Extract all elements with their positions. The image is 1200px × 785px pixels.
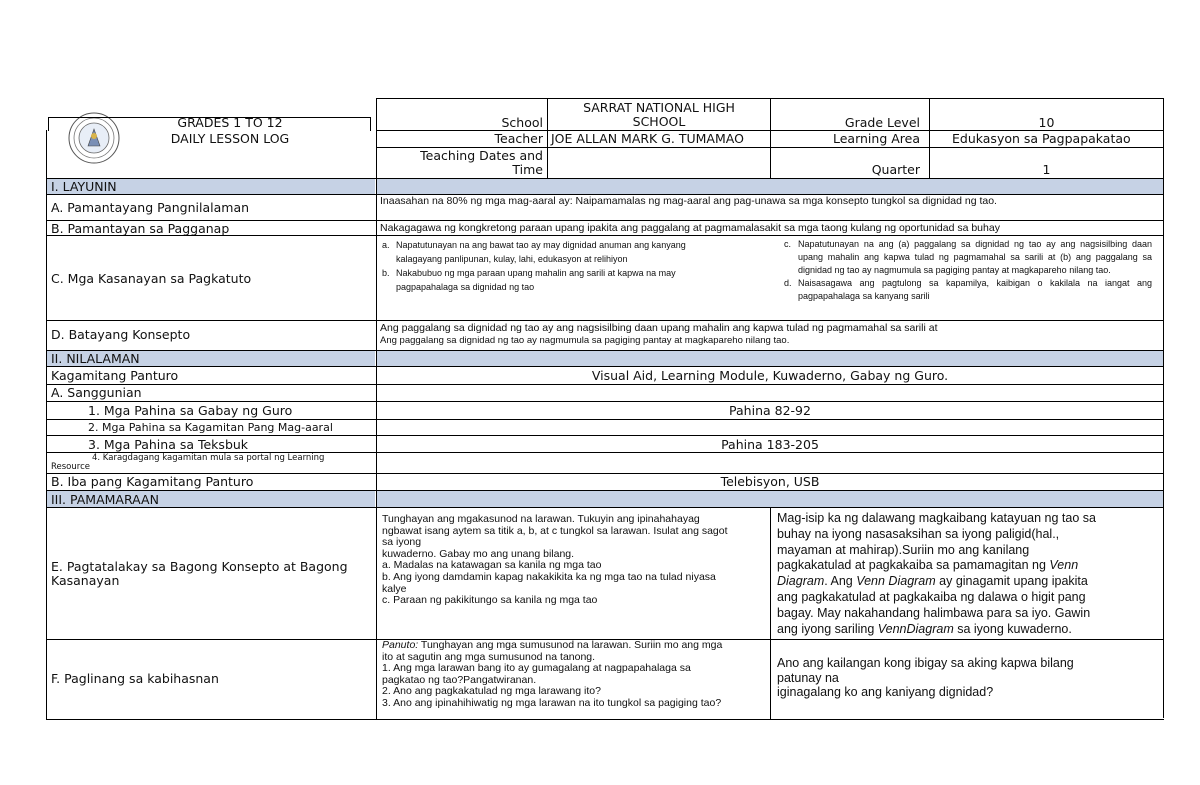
teacher-label: Teacher xyxy=(494,131,543,146)
row-f-label: F. Paglinang sa kabihasnan xyxy=(51,671,219,686)
row-f-right-text: Ano ang kailangan kong ibigay sa aking kapwa bilang patunay na iginagalang ko ang kaniyang dignidad? xyxy=(777,656,1074,699)
kagamitan-label: Kagamitang Panturo xyxy=(51,368,179,383)
portal-label-line1: 4. Karagdagang kagamitan mula sa portal ng Learning xyxy=(92,453,325,463)
section-nilalaman: II. NILALAMAN xyxy=(51,351,140,366)
objective-b: b. Nakabubuo ng mga paraan upang mahalin ang sarili at kapwa na may pagpapahalaga sa dignidad ng tao xyxy=(382,268,676,292)
learning-area-label: Learning Area xyxy=(832,131,920,146)
row-b-value: Nakagagawa ng kongkretong paraan upang ipakita ang paggalang at pagmamalasakit sa mga taong kulang ng oportunidad sa buhay xyxy=(380,222,1000,234)
iba-value: Telebisyon, USB xyxy=(720,474,820,489)
objective-a: a. Napatutunayan na ang bawat tao ay may dignidad anuman ang kanyang kalagayang panlipunan, kulay, lahi, edukasyon at relihiyon xyxy=(382,240,686,264)
school-value-line2: SCHOOL xyxy=(632,114,686,129)
iba-label: B. Iba pang Kagamitang Panturo xyxy=(51,474,254,489)
row-d-label: D. Batayang Konsepto xyxy=(51,327,191,342)
school-label: School xyxy=(501,115,543,130)
quarter-value: 1 xyxy=(1042,162,1051,177)
learning-area-value: Edukasyon sa Pagpapakatao xyxy=(952,131,1131,146)
row-e-label-line2: Kasanayan xyxy=(51,573,120,588)
log-title-line1: GRADES 1 TO 12 xyxy=(177,115,283,130)
grade-level-label: Grade Level xyxy=(844,115,920,130)
row-a-value: Inaasahan na 80% ng mga mag-aaral ay: Naipamamalas ng mag-aaral ang pag-unawa sa mga konsepto tungkol sa dignidad ng tao. xyxy=(380,195,997,207)
row-c-objectives-left xyxy=(382,238,712,294)
quarter-label: Quarter xyxy=(871,162,920,177)
kagamitan-mag-aaral-label: 2. Mga Pahina sa Kagamitan Pang Mag-aaral xyxy=(88,421,333,434)
row-a-label: A. Pamantayang Pangnilalaman xyxy=(51,200,250,215)
kagamitan-value: Visual Aid, Learning Module, Kuwaderno, Gabay ng Guro. xyxy=(591,368,949,383)
section-layunin: I. LAYUNIN xyxy=(51,179,117,194)
section-pamamaraan: III. PAMAMARAAN xyxy=(51,492,159,507)
gabay-label: 1. Mga Pahina sa Gabay ng Guro xyxy=(88,403,293,418)
row-e-right-text: Mag-isip ka ng dalawang magkaibang katayuan ng tao sa buhay na iyong nasasaksihan sa iyong paligid(hal., mayaman at mahirap).Suriin mo ang kanilang pagkakatulad at pagkakaiba sa pamamagitan ng Venn Diagram. Ang Venn Diagram ay ginagamit upang ipakita ang pagkakatulad at pagkakaiba ng dalawa o higit pang bagay. May nakahandang halimbawa para sa iyo. Gawin ang iyong sariling VennDiagram sa iyong kuwaderno. xyxy=(777,511,1096,636)
row-d-line2: Ang paggalang sa dignidad ng tao ay nagmumula sa pagiging pantay at magkapareho nilang tao. xyxy=(380,335,790,346)
row-c-label: C. Mga Kasanayan sa Pagkatuto xyxy=(51,271,252,286)
row-b-label: B. Pamantayan sa Pagganap xyxy=(51,221,230,236)
school-value-line1: SARRAT NATIONAL HIGH xyxy=(583,100,735,115)
sanggunian-label: A. Sanggunian xyxy=(51,385,142,400)
grade-level-value: 10 xyxy=(1038,115,1055,130)
teaching-dates-label-line2: Time xyxy=(512,162,543,177)
row-f-left-text: Panuto: Tunghayan ang mga sumusunod na larawan. Suriin mo ang mga ito at sagutin ang mga sumusunod na tanong. 1. Ang mga larawan bang ito ay gumagalang at nagpapahalaga sa pagkatao ng tao?Pangatwiranan. 2. Ano ang pagkakatulad ng mga larawang ito? 3. Ano ang ipinahihiwatig ng mga larawan na ito tungkol sa pagiging tao? xyxy=(382,639,723,709)
log-title-line2: DAILY LESSON LOG xyxy=(170,131,290,146)
row-e-left-text: Tunghayan ang mgakasunod na larawan. Tukuyin ang ipinahahayag ngbawat isang aytem sa titik a, b, at c tungkol sa larawan. Isulat ang sagot sa iyong kuwaderno. Gabay mo ang unang bilang. a. Madalas na katawagan sa kanila ng mga tao b. Ang iyong damdamin kapag nakakikita ka ng mga tao na tulad niyasa kalye c. Paraan ng pakikitungo sa kanila ng mga tao xyxy=(382,513,728,607)
teacher-value: JOE ALLAN MARK G. TUMAMAO xyxy=(551,131,744,146)
objective-c: c. Napatutunayan na ang (a) paggalang sa dignidad ng tao ay ang nagsisilbing daan upang mahalin ang kapwa tulad ng pagmamahal sa sarili at (b) ang paggalang sa dignidad ng tao ay nagmumula sa pagiging pantay at magkapareho nilang tao. xyxy=(784,239,1152,275)
row-d-line1: Ang paggalang sa dignidad ng tao ay ang nagsisilbing daan upang mahalin ang kapwa tulad ng pagmamahal sa sarili at xyxy=(380,322,938,334)
objective-d: d. Naisasagawa ang pagtulong sa kapamilya, kaibigan o kakilala na iangat ang pagpapahalaga sa kanyang sarili xyxy=(784,278,1152,301)
portal-label-line2: Resource xyxy=(51,462,90,472)
teaching-dates-label-line1: Teaching Dates and xyxy=(420,148,543,163)
gabay-value: Pahina 82-92 xyxy=(729,403,811,418)
row-c-objectives-right xyxy=(784,238,1152,303)
row-e-label-line1: E. Pagtatalakay sa Bagong Konsepto at Bagong xyxy=(51,559,348,574)
teksbuk-value: Pahina 183-205 xyxy=(721,437,819,452)
deped-seal-logo xyxy=(68,112,120,164)
teksbuk-label: 3. Mga Pahina sa Teksbuk xyxy=(88,437,249,452)
